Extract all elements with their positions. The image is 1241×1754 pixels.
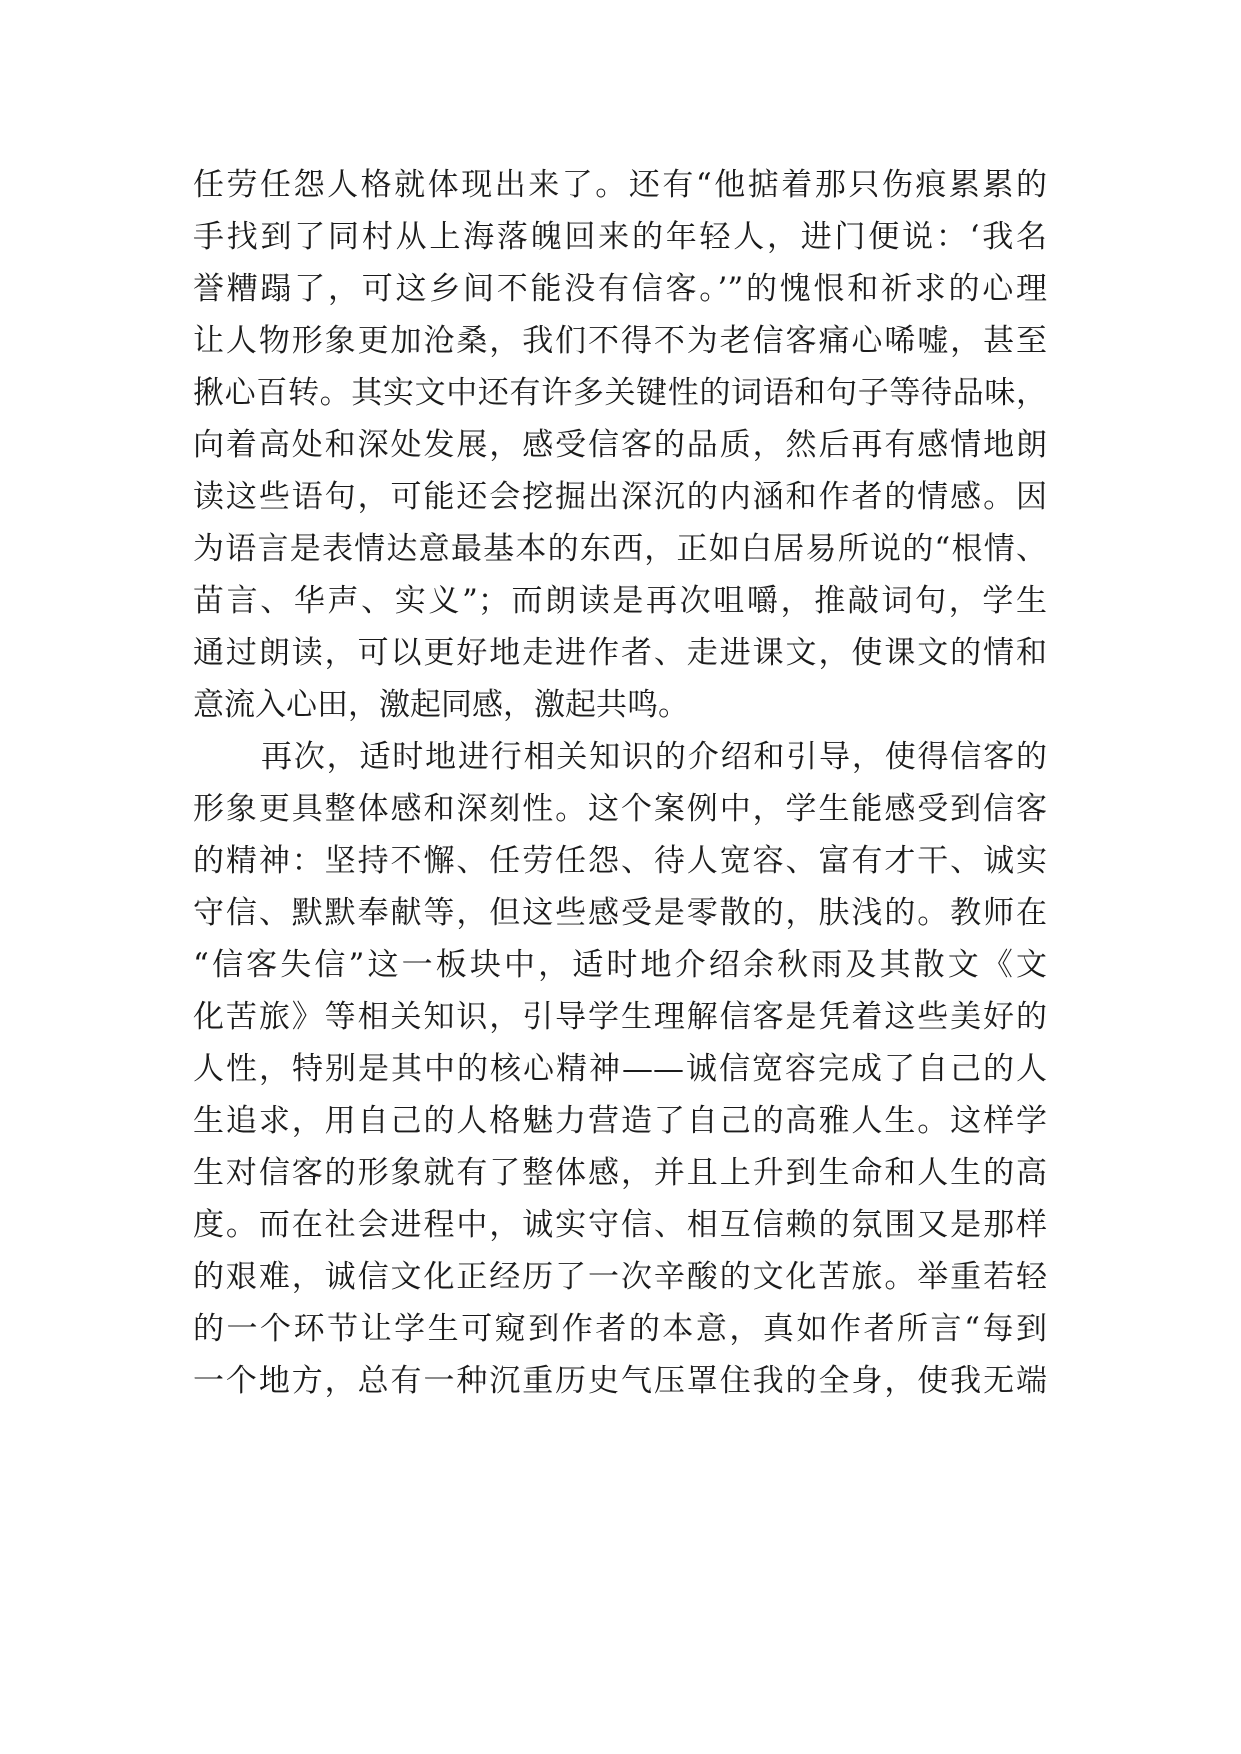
text-line: 一个地方，总有一种沉重历史气压罩住我的全身，使我无端 [193,1363,1047,1399]
text-line: 苗言、华声、实义”；而朗读是再次咀嚼，推敲词句，学生 [193,583,1047,619]
paragraph-1 [193,159,1047,731]
text-line: 人性，特别是其中的核心精神——诚信宽容完成了自己的人 [193,1051,1047,1087]
text-line: 读这些语句，可能还会挖掘出深沉的内涵和作者的情感。因 [193,479,1047,515]
text-line: 生追求，用自己的人格魅力营造了自己的高雅人生。这样学 [193,1103,1047,1139]
text-line: 的一个环节让学生可窥到作者的本意，真如作者所言“每到 [193,1311,1047,1347]
text-line: 通过朗读，可以更好地走进作者、走进课文，使课文的情和 [193,635,1047,671]
paragraph-2 [193,731,1047,1407]
text-line: 形象更具整体感和深刻性。这个案例中，学生能感受到信客 [193,791,1047,827]
text-line: 为语言是表情达意最基本的东西，正如白居易所说的“根情、 [193,531,1047,567]
text-line: 揪心百转。其实文中还有许多关键性的词语和句子等待品味， [193,375,1047,411]
text-line: 意流入心田，激起同感，激起共鸣。 [193,687,689,723]
text-line: 手找到了同村从上海落魄回来的年轻人，进门便说：‘我名 [193,219,1047,255]
text-line: 的精神：坚持不懈、任劳任怨、待人宽容、富有才干、诚实 [193,843,1047,879]
text-line: 向着高处和深处发展，感受信客的品质，然后再有感情地朗 [193,427,1047,463]
text-line: 让人物形象更加沧桑，我们不得不为老信客痛心唏嘘，甚至 [193,323,1047,359]
text-line: 的艰难，诚信文化正经历了一次辛酸的文化苦旅。举重若轻 [193,1259,1047,1295]
text-line: 誉糟蹋了，可这乡间不能没有信客。’”的愧恨和祈求的心理 [193,271,1047,307]
text-line: 化苦旅》等相关知识，引导学生理解信客是凭着这些美好的 [193,999,1047,1035]
text-line: “信客失信”这一板块中，适时地介绍余秋雨及其散文《文 [193,947,1047,983]
text-line: 任劳任怨人格就体现出来了。还有“他掂着那只伤痕累累的 [193,167,1047,203]
body-text [193,159,1047,1407]
text-line: 生对信客的形象就有了整体感，并且上升到生命和人生的高 [193,1155,1047,1191]
text-line: 度。而在社会进程中，诚实守信、相互信赖的氛围又是那样 [193,1207,1047,1243]
text-line: 守信、默默奉献等，但这些感受是零散的，肤浅的。教师在 [193,895,1047,931]
text-line: 再次，适时地进行相关知识的介绍和引导，使得信客的 [261,739,1047,775]
